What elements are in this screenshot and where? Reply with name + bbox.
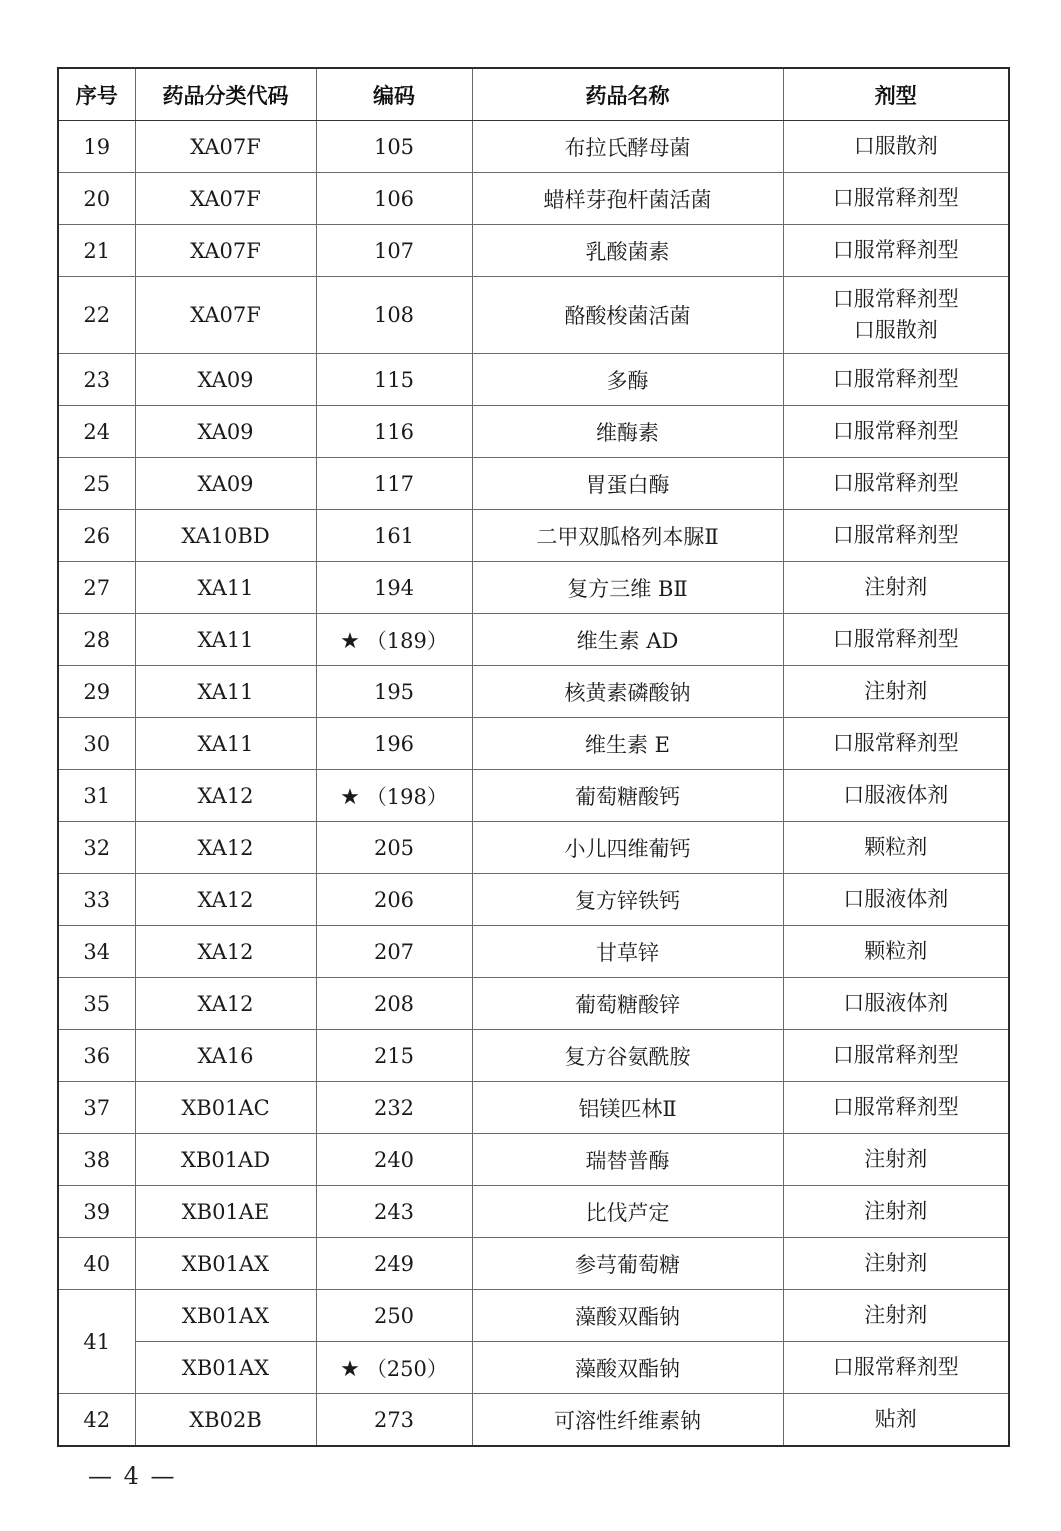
cell-code <box>316 822 472 874</box>
dosage-form-line: 口服常释剂型 <box>832 1355 959 1379</box>
cell-serial-number: 24 <box>58 406 135 458</box>
code-value: 195 <box>373 679 415 704</box>
cell-dosage-form <box>783 718 1009 770</box>
cell-serial-number: 27 <box>58 562 135 614</box>
table-row <box>58 1030 1009 1082</box>
dosage-form-line: 口服常释剂型 <box>832 367 959 391</box>
cell-drug-name: 瑞替普酶 <box>472 1134 783 1186</box>
cell-dosage-form <box>783 1394 1009 1447</box>
cell-code <box>316 225 472 277</box>
cell-dosage-form <box>783 354 1009 406</box>
cell-dosage-form <box>783 1186 1009 1238</box>
cell-category-code: XA09 <box>135 406 316 458</box>
cell-category-code: XA09 <box>135 354 316 406</box>
cell-drug-name: 葡萄糖酸锌 <box>472 978 783 1030</box>
cell-serial-number: 41 <box>58 1290 135 1394</box>
cell-serial-number: 35 <box>58 978 135 1030</box>
cell-drug-name: 维生素 E <box>472 718 783 770</box>
table-row <box>58 354 1009 406</box>
table-header-row <box>58 68 1009 121</box>
dosage-form-line: 口服常释剂型 <box>832 287 959 311</box>
table-row <box>58 458 1009 510</box>
cell-category-code: XA11 <box>135 614 316 666</box>
cell-category-code: XB02B <box>135 1394 316 1447</box>
cell-dosage-form <box>783 770 1009 822</box>
cell-serial-number: 40 <box>58 1238 135 1290</box>
code-value: 161 <box>373 523 415 548</box>
page-number: — 4 — <box>88 1462 177 1490</box>
cell-code <box>316 1030 472 1082</box>
dosage-form-line: 口服常释剂型 <box>832 419 959 443</box>
cell-dosage-form <box>783 121 1009 173</box>
dosage-form-line: 口服常释剂型 <box>832 731 959 755</box>
code-value: 243 <box>373 1199 415 1224</box>
cell-dosage-form <box>783 1134 1009 1186</box>
table-row <box>58 978 1009 1030</box>
cell-dosage-form <box>783 562 1009 614</box>
cell-code <box>316 666 472 718</box>
dosage-form-line: 口服常释剂型 <box>832 523 959 547</box>
cell-drug-name: 可溶性纤维素钠 <box>472 1394 783 1447</box>
table-row <box>58 121 1009 173</box>
cell-serial-number: 30 <box>58 718 135 770</box>
dosage-form-line: 口服常释剂型 <box>832 186 959 210</box>
table-row <box>58 510 1009 562</box>
cell-drug-name: 葡萄糖酸钙 <box>472 770 783 822</box>
cell-drug-name: 维生素 AD <box>472 614 783 666</box>
cell-code <box>316 1134 472 1186</box>
code-value: 232 <box>373 1095 415 1120</box>
code-value: 273 <box>373 1407 415 1432</box>
cell-category-code: XA12 <box>135 822 316 874</box>
code-value: 205 <box>373 835 415 860</box>
cell-dosage-form <box>783 614 1009 666</box>
code-value: 194 <box>373 575 415 600</box>
code-value: 106 <box>373 186 415 211</box>
cell-category-code: XA07F <box>135 173 316 225</box>
code-value: 240 <box>373 1147 415 1172</box>
cell-serial-number: 26 <box>58 510 135 562</box>
cell-code <box>316 1342 472 1394</box>
code-value: 115 <box>373 367 415 392</box>
cell-drug-name: 酪酸梭菌活菌 <box>472 277 783 354</box>
cell-category-code: XA12 <box>135 874 316 926</box>
dosage-form-line: 口服常释剂型 <box>832 238 959 262</box>
dosage-form-line: 口服散剂 <box>853 134 938 158</box>
table-row <box>58 277 1009 354</box>
dosage-form-line: 口服常释剂型 <box>832 627 959 651</box>
cell-code <box>316 718 472 770</box>
cell-serial-number: 37 <box>58 1082 135 1134</box>
cell-dosage-form <box>783 458 1009 510</box>
cell-drug-name: 乳酸菌素 <box>472 225 783 277</box>
cell-category-code: XA07F <box>135 225 316 277</box>
cell-drug-name: 胃蛋白酶 <box>472 458 783 510</box>
star-icon: ★ <box>340 1356 360 1382</box>
cell-category-code: XA12 <box>135 770 316 822</box>
cell-category-code: XB01AE <box>135 1186 316 1238</box>
dosage-form-line: 注射剂 <box>864 1251 928 1275</box>
cell-dosage-form <box>783 666 1009 718</box>
code-value: （250） <box>365 1356 448 1381</box>
cell-code <box>316 354 472 406</box>
cell-serial-number: 31 <box>58 770 135 822</box>
cell-dosage-form <box>783 874 1009 926</box>
cell-category-code: XA07F <box>135 277 316 354</box>
code-value: 196 <box>373 731 415 756</box>
cell-drug-name: 维酶素 <box>472 406 783 458</box>
header-category-code: 药品分类代码 <box>135 68 316 121</box>
dosage-form-line: 颗粒剂 <box>864 835 928 859</box>
cell-drug-name: 比伐芦定 <box>472 1186 783 1238</box>
cell-category-code: XA12 <box>135 926 316 978</box>
table-row <box>58 926 1009 978</box>
header-dosage-form: 剂型 <box>783 68 1009 121</box>
cell-drug-name: 藻酸双酯钠 <box>472 1342 783 1394</box>
header-serial-number: 序号 <box>58 68 135 121</box>
table-row <box>58 1238 1009 1290</box>
header-code: 编码 <box>316 68 472 121</box>
table-row <box>58 770 1009 822</box>
code-value: 206 <box>373 887 415 912</box>
dosage-form-line: 口服常释剂型 <box>832 1095 959 1119</box>
cell-serial-number: 33 <box>58 874 135 926</box>
cell-category-code: XB01AX <box>135 1342 316 1394</box>
cell-serial-number: 25 <box>58 458 135 510</box>
cell-code <box>316 1186 472 1238</box>
cell-dosage-form <box>783 173 1009 225</box>
cell-serial-number: 36 <box>58 1030 135 1082</box>
cell-code <box>316 874 472 926</box>
cell-dosage-form <box>783 1290 1009 1342</box>
cell-drug-name: 蜡样芽孢杆菌活菌 <box>472 173 783 225</box>
cell-serial-number: 22 <box>58 277 135 354</box>
table-row <box>58 1134 1009 1186</box>
cell-category-code: XB01AX <box>135 1238 316 1290</box>
drug-list-table <box>57 67 1010 1447</box>
cell-code <box>316 173 472 225</box>
code-value: （198） <box>365 784 448 809</box>
cell-drug-name: 藻酸双酯钠 <box>472 1290 783 1342</box>
cell-category-code: XA11 <box>135 718 316 770</box>
dosage-form-line: 贴剂 <box>874 1407 917 1431</box>
cell-dosage-form <box>783 1030 1009 1082</box>
cell-drug-name: 复方三维 BⅡ <box>472 562 783 614</box>
cell-code <box>316 1082 472 1134</box>
cell-code <box>316 1238 472 1290</box>
cell-code <box>316 1290 472 1342</box>
cell-category-code: XA09 <box>135 458 316 510</box>
code-value: 215 <box>373 1043 415 1068</box>
cell-code <box>316 277 472 354</box>
dosage-form-line: 注射剂 <box>864 575 928 599</box>
cell-drug-name: 布拉氏酵母菌 <box>472 121 783 173</box>
table-row <box>58 1186 1009 1238</box>
cell-code <box>316 1394 472 1447</box>
cell-dosage-form <box>783 510 1009 562</box>
cell-dosage-form <box>783 277 1009 354</box>
cell-drug-name: 核黄素磷酸钠 <box>472 666 783 718</box>
cell-serial-number: 34 <box>58 926 135 978</box>
cell-category-code: XB01AX <box>135 1290 316 1342</box>
table-row <box>58 614 1009 666</box>
cell-category-code: XB01AD <box>135 1134 316 1186</box>
table-row <box>58 1290 1009 1342</box>
code-value: 249 <box>373 1251 415 1276</box>
cell-code <box>316 406 472 458</box>
table-row <box>58 1394 1009 1447</box>
cell-dosage-form <box>783 822 1009 874</box>
cell-serial-number: 28 <box>58 614 135 666</box>
dosage-form-line: 注射剂 <box>864 1303 928 1327</box>
table-row <box>58 1342 1009 1394</box>
code-value: 116 <box>373 419 415 444</box>
dosage-form-line: 注射剂 <box>864 1147 928 1171</box>
table-row <box>58 874 1009 926</box>
cell-category-code: XA12 <box>135 978 316 1030</box>
cell-category-code: XA11 <box>135 562 316 614</box>
cell-dosage-form <box>783 926 1009 978</box>
table-row <box>58 666 1009 718</box>
cell-code <box>316 510 472 562</box>
cell-serial-number: 42 <box>58 1394 135 1447</box>
header-drug-name: 药品名称 <box>472 68 783 121</box>
cell-serial-number: 39 <box>58 1186 135 1238</box>
cell-drug-name: 二甲双胍格列本脲Ⅱ <box>472 510 783 562</box>
table-row <box>58 173 1009 225</box>
cell-dosage-form <box>783 1342 1009 1394</box>
dosage-form-line: 颗粒剂 <box>864 939 928 963</box>
cell-dosage-form <box>783 978 1009 1030</box>
table-row <box>58 562 1009 614</box>
cell-category-code: XA07F <box>135 121 316 173</box>
cell-category-code: XA16 <box>135 1030 316 1082</box>
dosage-form-line: 注射剂 <box>864 1199 928 1223</box>
cell-category-code: XB01AC <box>135 1082 316 1134</box>
code-value: 107 <box>373 238 415 263</box>
cell-drug-name: 铝镁匹林Ⅱ <box>472 1082 783 1134</box>
table-row <box>58 225 1009 277</box>
star-icon: ★ <box>340 628 360 654</box>
cell-code <box>316 121 472 173</box>
code-value: 117 <box>373 471 415 496</box>
dosage-form-line: 口服常释剂型 <box>832 471 959 495</box>
dosage-form-line: 口服液体剂 <box>843 991 949 1015</box>
code-value: （189） <box>365 628 448 653</box>
code-value: 250 <box>373 1303 415 1328</box>
cell-dosage-form <box>783 1238 1009 1290</box>
cell-code <box>316 926 472 978</box>
cell-drug-name: 复方谷氨酰胺 <box>472 1030 783 1082</box>
table-row <box>58 406 1009 458</box>
cell-serial-number: 20 <box>58 173 135 225</box>
cell-serial-number: 38 <box>58 1134 135 1186</box>
cell-drug-name: 复方锌铁钙 <box>472 874 783 926</box>
cell-dosage-form <box>783 225 1009 277</box>
code-value: 207 <box>373 939 415 964</box>
table-row <box>58 822 1009 874</box>
code-value: 105 <box>373 134 415 159</box>
cell-code <box>316 770 472 822</box>
cell-code <box>316 614 472 666</box>
cell-code <box>316 978 472 1030</box>
cell-category-code: XA11 <box>135 666 316 718</box>
cell-dosage-form <box>783 1082 1009 1134</box>
cell-drug-name: 小儿四维葡钙 <box>472 822 783 874</box>
cell-serial-number: 19 <box>58 121 135 173</box>
cell-dosage-form <box>783 406 1009 458</box>
dosage-form-line: 口服液体剂 <box>843 887 949 911</box>
cell-code <box>316 562 472 614</box>
cell-serial-number: 23 <box>58 354 135 406</box>
star-icon: ★ <box>340 784 360 810</box>
cell-serial-number: 21 <box>58 225 135 277</box>
table-row <box>58 718 1009 770</box>
dosage-form-line: 口服液体剂 <box>843 783 949 807</box>
code-value: 208 <box>373 991 415 1016</box>
cell-drug-name: 甘草锌 <box>472 926 783 978</box>
cell-category-code: XA10BD <box>135 510 316 562</box>
cell-serial-number: 32 <box>58 822 135 874</box>
dosage-form-line: 注射剂 <box>864 679 928 703</box>
cell-drug-name: 参芎葡萄糖 <box>472 1238 783 1290</box>
dosage-form-line: 口服常释剂型 <box>832 1043 959 1067</box>
dosage-form-line: 口服散剂 <box>853 318 938 342</box>
code-value: 108 <box>373 303 415 327</box>
table-row <box>58 1082 1009 1134</box>
cell-code <box>316 458 472 510</box>
cell-drug-name: 多酶 <box>472 354 783 406</box>
cell-serial-number: 29 <box>58 666 135 718</box>
